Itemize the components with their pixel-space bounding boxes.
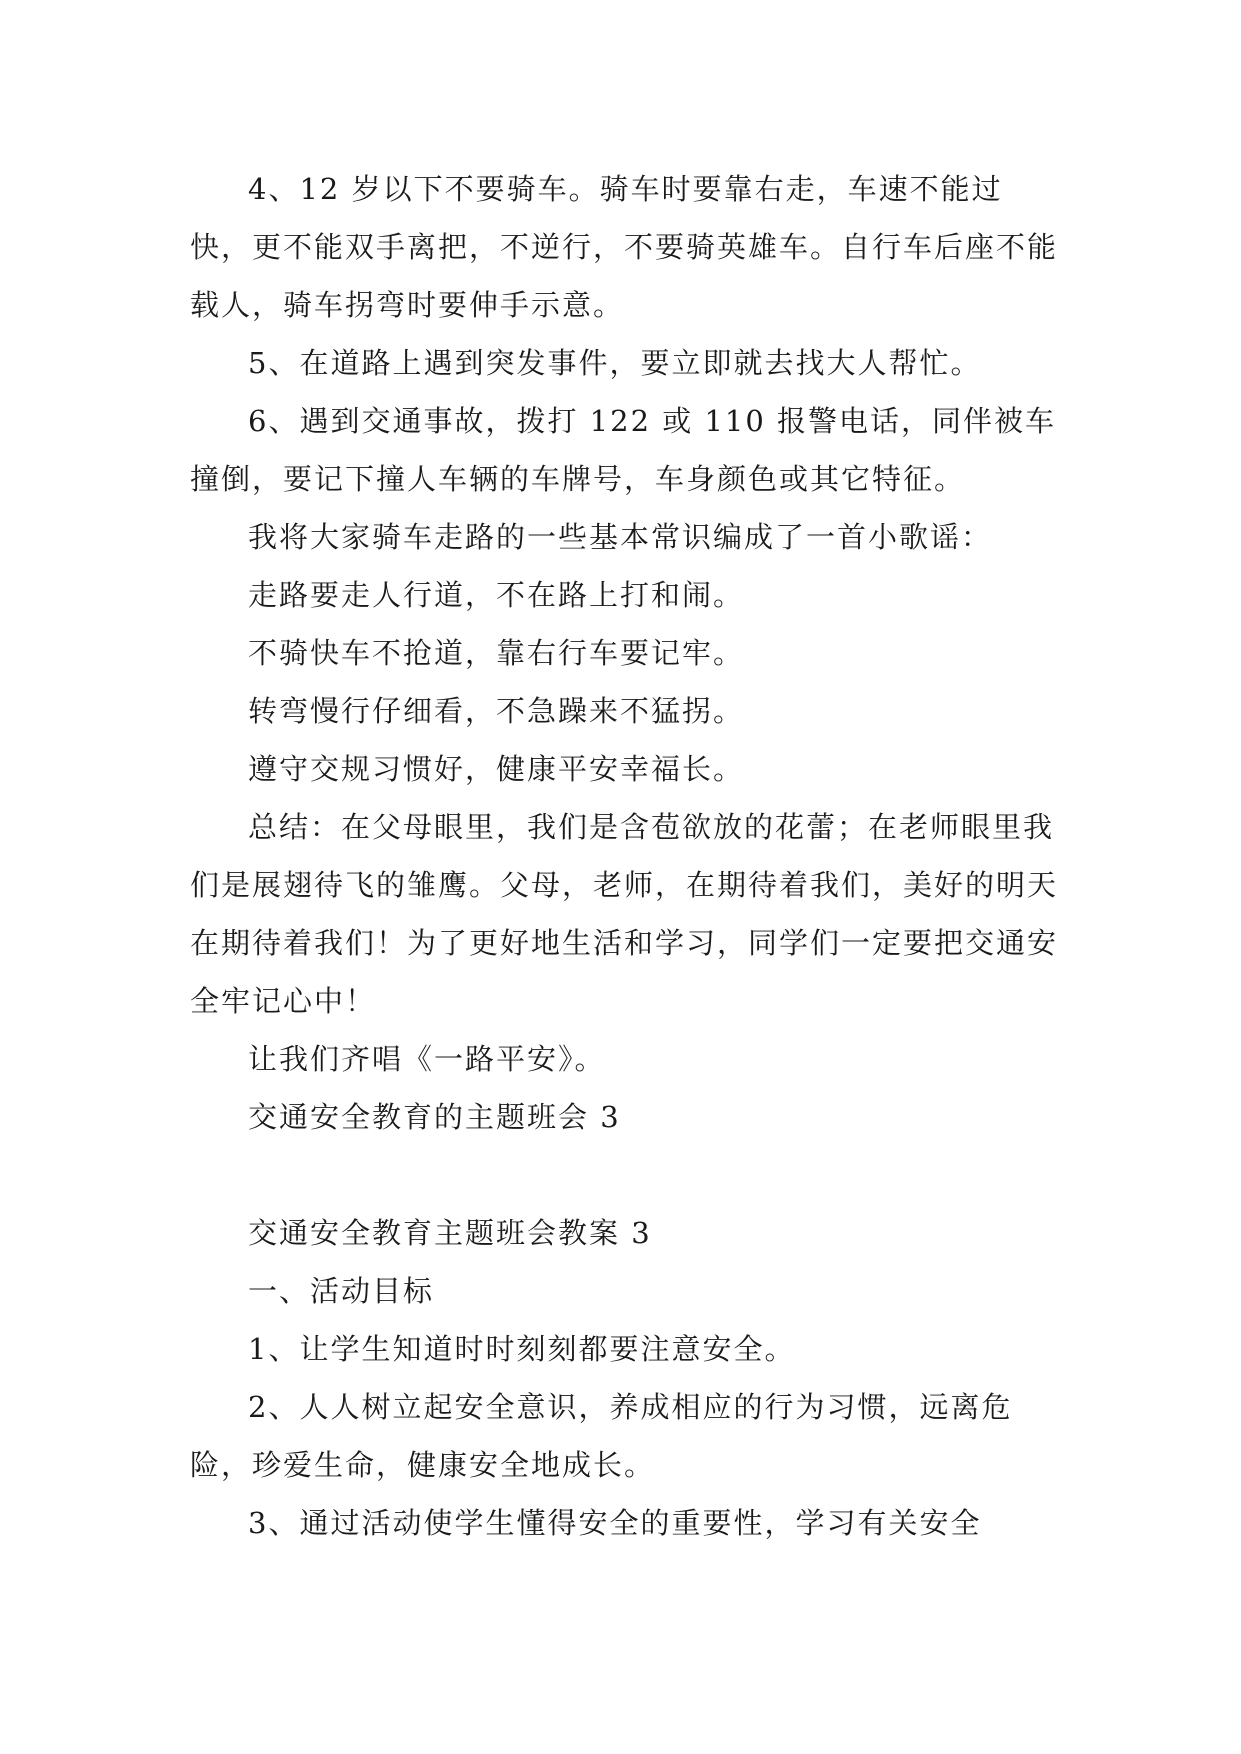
song-line-3: 转弯慢行仔细看，不急躁来不猛拐。 bbox=[248, 694, 745, 728]
paragraph-accident: 6、遇到交通事故，拨打 122 或 110 报警电话，同伴被车撞倒，要记下撞人车辆的车牌号，车身颜色或其它特征。 bbox=[190, 404, 1057, 496]
heading-activity-goals: 一、活动目标 bbox=[248, 1274, 435, 1308]
paragraph-song-intro: 我将大家骑车走路的一些基本常识编成了一首小歌谣： bbox=[248, 520, 993, 554]
blank-gap bbox=[190, 1146, 1060, 1204]
goal-2: 2、人人树立起安全意识，养成相应的行为习惯，远离危险，珍爱生命，健康安全地成长。 bbox=[190, 1390, 1013, 1482]
lesson-plan-title: 交通安全教育主题班会教案 3 bbox=[248, 1216, 652, 1250]
song-line-1: 走路要走人行道，不在路上打和闹。 bbox=[248, 578, 745, 612]
document-body bbox=[190, 160, 1060, 1552]
section-title-class-meeting-3: 交通安全教育的主题班会 3 bbox=[248, 1100, 621, 1134]
goal-3: 3、通过活动使学生懂得安全的重要性，学习有关安全 bbox=[248, 1506, 982, 1540]
paragraph-summary: 总结：在父母眼里，我们是含苞欲放的花蕾；在老师眼里我们是展翅待飞的雏鹰。父母，老师，在期待着我们，美好的明天在期待着我们！为了更好地生活和学习，同学们一定要把交通安全牢记心中！ bbox=[190, 810, 1059, 1018]
song-line-4: 遵守交规习惯好，健康平安幸福长。 bbox=[248, 752, 745, 786]
paragraph-emergency: 5、在道路上遇到突发事件，要立即就去找大人帮忙。 bbox=[248, 346, 982, 380]
paragraph-bike-rules: 4、12 岁以下不要骑车。骑车时要靠右走，车速不能过快，更不能双手离把，不逆行，不要骑英雄车。自行车后座不能载人，骑车拐弯时要伸手示意。 bbox=[190, 172, 1059, 322]
goal-1: 1、让学生知道时时刻刻都要注意安全。 bbox=[248, 1332, 796, 1366]
paragraph-sing: 让我们齐唱《一路平安》。 bbox=[248, 1042, 606, 1076]
song-line-2: 不骑快车不抢道，靠右行车要记牢。 bbox=[248, 636, 745, 670]
